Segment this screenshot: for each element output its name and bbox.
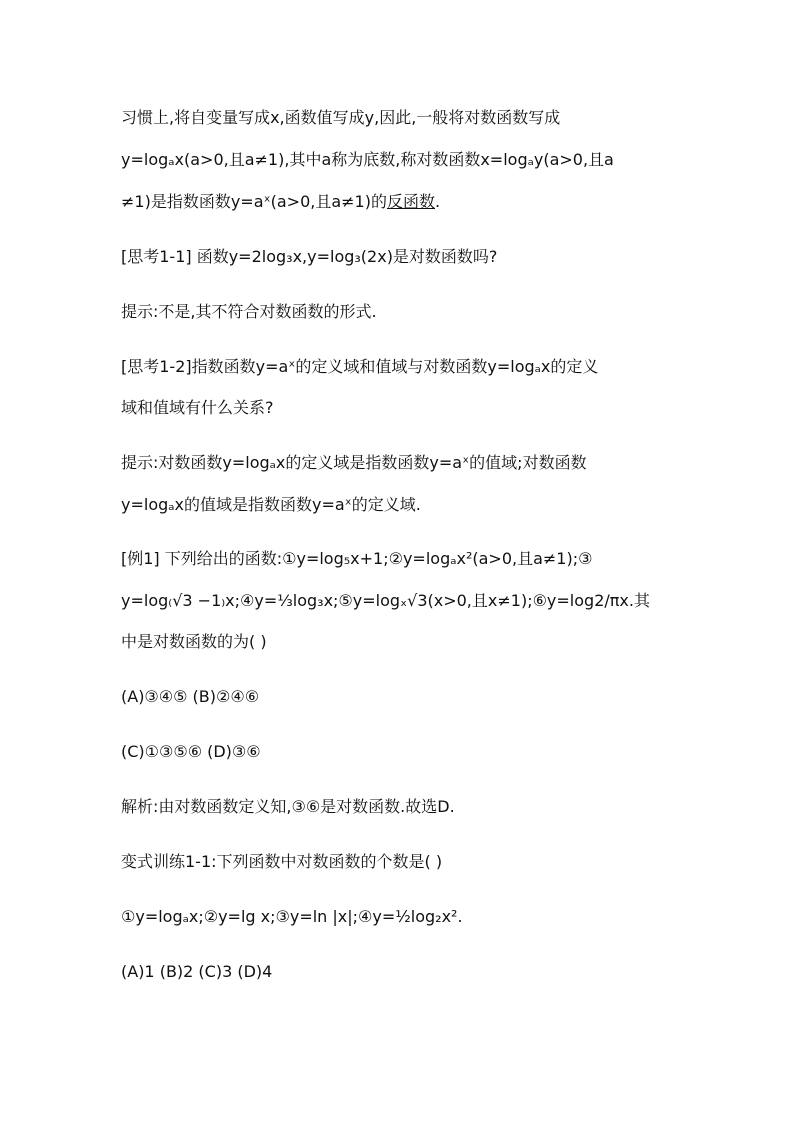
variant-training-1-1: 变式训练1-1:下列函数中对数函数的个数是( ): [121, 852, 443, 871]
options-c-d: (C)①③⑤⑥ (D)③⑥: [121, 742, 261, 761]
paragraph-line-3-text: ≠1)是指数函数y=aˣ(a>0,且a≠1)的: [121, 192, 387, 211]
question-1-1: [思考1-1] 函数y=2log₃x,y=log₃(2x)是对数函数吗?: [121, 247, 498, 266]
hint-1: 提示:不是,其不符合对数函数的形式.: [121, 302, 377, 321]
paragraph-line-3: [121, 190, 681, 214]
variant-options: (A)1 (B)2 (C)3 (D)4: [121, 962, 273, 981]
example-1-line-3: 中是对数函数的为( ): [121, 632, 267, 651]
hint-2-line-2: y=logₐx的值域是指数函数y=aˣ的定义域.: [121, 495, 421, 514]
example-1-line-1: [例1] 下列给出的函数:①y=log₅x+1;②y=logₐx²(a>0,且a≠1);③: [121, 549, 593, 568]
hint-2-line-1: 提示:对数函数y=logₐx的定义域是指数函数y=aˣ的值域;对数函数: [121, 453, 587, 472]
period: .: [434, 192, 441, 211]
inverse-function-term: 反函数: [386, 192, 435, 211]
example-1-line-2: y=log₍√3 −1₎x;④y=⅓log₃x;⑤y=logₓ√3(x>0,且x≠1);⑥y=log2/πx.其: [121, 591, 650, 610]
paragraph-line-1: 习惯上,将自变量写成x,函数值写成y,因此,一般将对数函数写成: [121, 108, 561, 127]
variant-functions: ①y=logₐx;②y=lg x;③y=ln |x|;④y=½log₂x².: [121, 907, 463, 926]
paragraph-line-2: y=logₐx(a>0,且a≠1),其中a称为底数,称对数函数x=logₐy(a>0,且a: [121, 150, 614, 169]
question-1-2-line-1: [思考1-2]指数函数y=aˣ的定义域和值域与对数函数y=logₐx的定义: [121, 357, 599, 376]
solution: 解析:由对数函数定义知,③⑥是对数函数.故选D.: [121, 797, 455, 816]
options-a-b: (A)③④⑤ (B)②④⑥: [121, 687, 260, 706]
question-1-2-line-2: 域和值域有什么关系?: [121, 398, 274, 417]
